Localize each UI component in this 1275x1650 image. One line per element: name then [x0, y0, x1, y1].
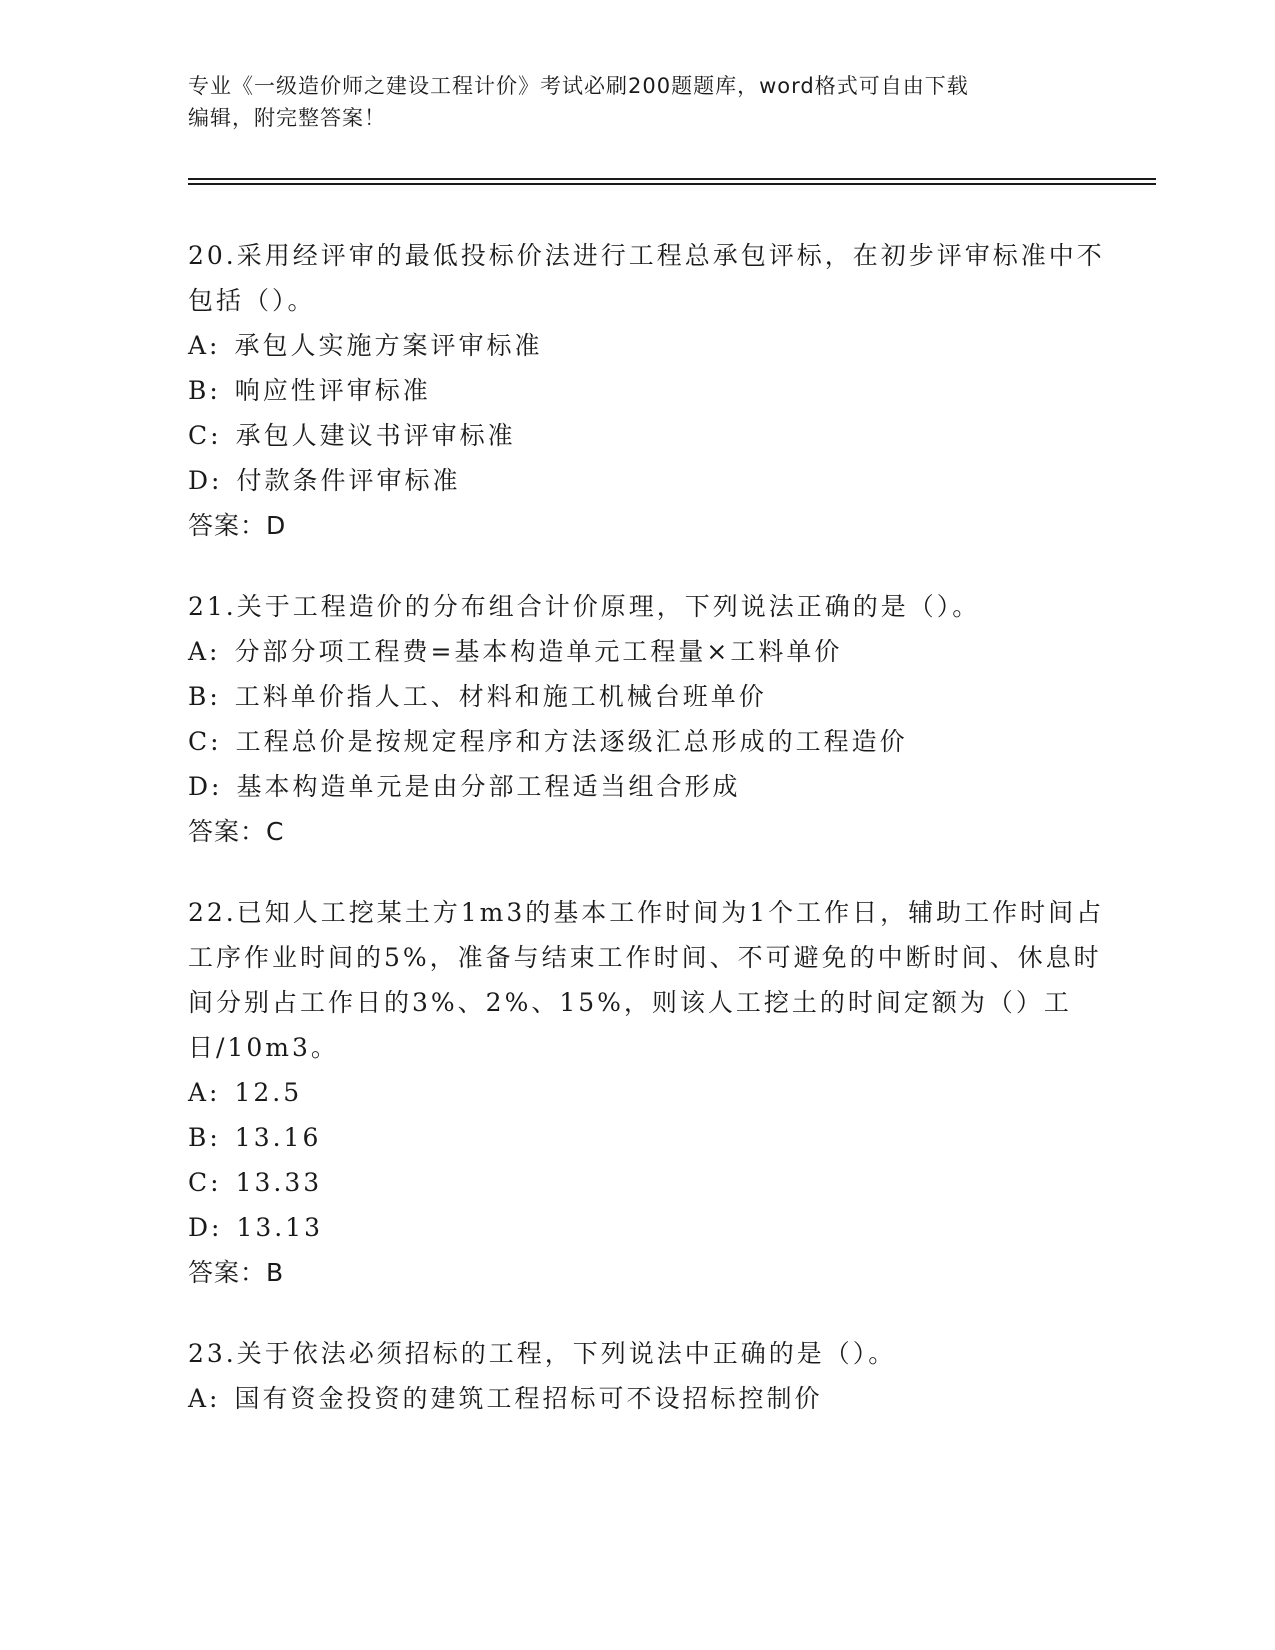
header-line-2: 编辑，附完整答案！	[188, 106, 386, 130]
option-b	[188, 368, 1108, 413]
option-letter: D:	[188, 772, 223, 801]
answer-text: 答案：C	[188, 817, 285, 846]
option-b	[188, 674, 1108, 719]
option-letter: C:	[188, 421, 222, 450]
option-text: 承包人实施方案评审标准	[234, 331, 543, 360]
option-b	[188, 1115, 1108, 1160]
option-text: 分部分项工程费=基本构造单元工程量×工料单价	[234, 637, 843, 666]
question-21	[188, 584, 1108, 854]
option-a	[188, 1376, 1108, 1421]
option-c	[188, 719, 1108, 764]
option-text: 工料单价指人工、材料和施工机械台班单价	[234, 682, 767, 711]
option-letter: D:	[188, 466, 223, 495]
option-text: 13.13	[236, 1213, 324, 1242]
option-text: 基本构造单元是由分部工程适当组合形成	[236, 772, 741, 801]
question-text: 22.已知人工挖某土方1m3的基本工作时间为1个工作日，辅助工作时间占工序作业时间的5%，准备与结束工作时间、不可避免的中断时间、休息时间分别占工作日的3%、2%、15%，则该人工挖土的时间定额为（）工日/10m3。	[188, 898, 1105, 1062]
question-text: 20.采用经评审的最低投标价法进行工程总承包评标，在初步评审标准中不包括（）。	[188, 241, 1105, 315]
header-line-1: 专业《一级造价师之建设工程计价》考试必刷200题题库，word格式可自由下载	[188, 74, 969, 98]
option-letter: B:	[188, 1123, 221, 1152]
option-text: 付款条件评审标准	[236, 466, 461, 495]
option-text: 12.5	[234, 1078, 303, 1107]
question-20	[188, 233, 1108, 548]
document-header	[188, 70, 1088, 134]
question-text: 23.关于依法必须招标的工程，下列说法中正确的是（）。	[188, 1339, 897, 1368]
option-c	[188, 413, 1108, 458]
option-letter: C:	[188, 727, 222, 756]
question-22	[188, 890, 1108, 1295]
option-d	[188, 458, 1108, 503]
option-d	[188, 764, 1108, 809]
question-text: 21.关于工程造价的分布组合计价原理，下列说法正确的是（）。	[188, 592, 981, 621]
option-letter: D:	[188, 1213, 223, 1242]
option-letter: A:	[188, 331, 221, 360]
option-a	[188, 323, 1108, 368]
option-text: 国有资金投资的建筑工程招标可不设招标控制价	[234, 1384, 823, 1413]
option-letter: C:	[188, 1168, 222, 1197]
header-divider-top	[188, 178, 1156, 180]
option-d	[188, 1205, 1108, 1250]
option-text: 13.33	[235, 1168, 323, 1197]
option-c	[188, 1160, 1108, 1205]
answer-text: 答案：D	[188, 511, 287, 540]
answer-text: 答案：B	[188, 1258, 285, 1287]
option-a	[188, 1070, 1108, 1115]
question-23	[188, 1331, 1108, 1421]
option-text: 承包人建议书评审标准	[235, 421, 516, 450]
option-letter: A:	[188, 1078, 221, 1107]
option-text: 响应性评审标准	[234, 376, 431, 405]
option-a	[188, 629, 1108, 674]
option-letter: A:	[188, 1384, 221, 1413]
header-divider-bottom	[188, 183, 1156, 185]
question-list	[188, 233, 1108, 1457]
option-text: 13.16	[234, 1123, 322, 1152]
option-letter: B:	[188, 376, 221, 405]
option-text: 工程总价是按规定程序和方法逐级汇总形成的工程造价	[235, 727, 908, 756]
option-letter: A:	[188, 637, 221, 666]
option-letter: B:	[188, 682, 221, 711]
